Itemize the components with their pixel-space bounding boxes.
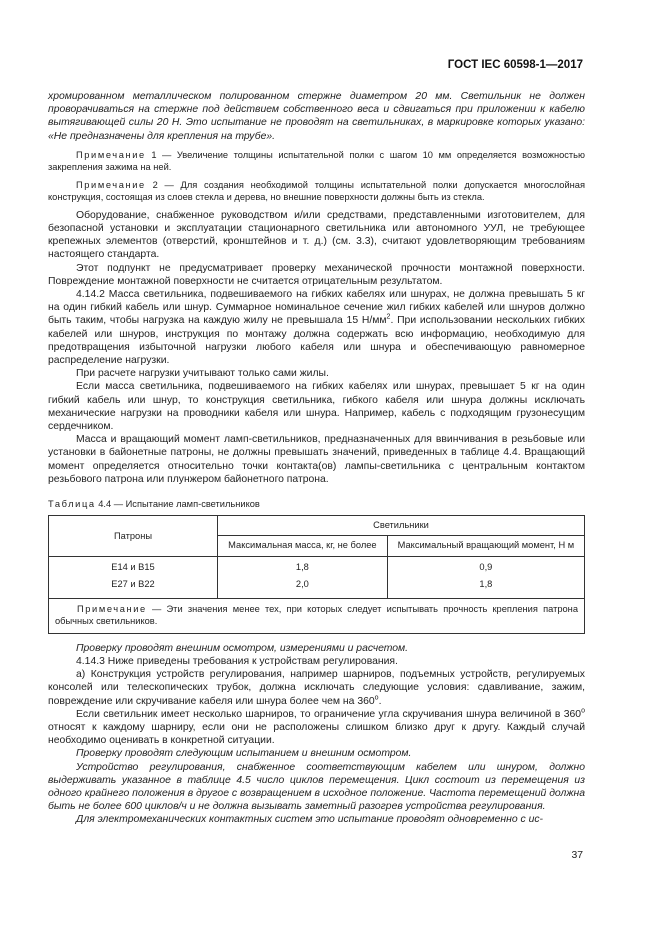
paragraph-4-14-2-b: . При использовании нескольких гибких кабелей или шнуров, инструкция по монтажу должна содержать всю информацию, необходимую для предотвращения избыточной нагрузки любого кабеля или шнура и обеспечивающую равномерное распределение нагрузки. [48,315,585,367]
table-note-text: — Эти значения менее тех, при которых следует испытывать прочность крепления патрона обычных светильников. [55,603,578,626]
table-row [49,576,585,598]
cell-mass: 2,0 [218,576,388,598]
paragraph-item-a-end: . [378,695,382,707]
table-note [49,598,585,633]
note-1-label: Примечание [76,149,146,160]
cell-patron: E14 и B15 [49,557,218,577]
paragraph-mounting-surface: Этот подпункт не предусматривает проверку механической прочности монтажной поверхности. Повреждение монтажной поверхности не считается отрицательным результатом. [48,262,585,287]
note-2-label: Примечание [76,179,146,190]
paragraph-hinges-a: Если светильник имеет несколько шарниров, то ограничение угла скручивания шнура величиной в 360 [76,708,582,720]
paragraph-mass-over-5kg: Если масса светильника, подвешиваемого на гибких кабелях или шнурах, превышает 5 кг на один гибкий кабель или шнур, то конструкция светильника, гибкого кабеля или шнура должны исключать механические нагрузки на проводники кабеля или шнура. Например, кабель с подходящим грузонесущим сердечником. [48,381,585,433]
table-row [49,557,585,577]
cell-moment: 0,9 [387,557,584,577]
paragraph-adjust-device: Устройство регулирования, снабженное соответствующим кабелем или шнуром, должно выдерживать указанное в таблице 4.5 число циклов перемещения. Цикл состоит из перемещения из одного крайнего положения в другое с возвращением в исходное положение. Частота перемещений должна быть не более 600 циклов/ч и не должна вызывать заметный разогрев устройства регулирования. [48,761,585,813]
superscript-2: 2 [386,313,391,321]
header-luminaires: Светильники [218,516,585,535]
note-2-text: 2 — Для создания необходимой толщины испытательной полки допускается многослойная конструкция, состоящая из слоев стекла и дерева, но внешние поверхности должны быть из стекла. [48,179,585,202]
note-2 [48,179,585,203]
cell-patron: E27 и B22 [49,576,218,598]
cell-mass: 1,8 [218,557,388,577]
table-caption-label: Таблица [48,499,96,510]
paragraph-hinges [48,708,585,748]
paragraph-continuation: хромированном металлическом полированном стержне диаметром 20 мм. Светильник не должен проворачиваться на стержне под действием собственного веса и сдвигаться при приложении к кабелю вытягивающей силы 20 Н. Это испытание не проводят на светильниках, в маркировке которых указано: «Не предназначены для крепления на трубе». [48,91,585,142]
header-max-mass: Максимальная масса, кг, не более [218,535,388,557]
page-number: 37 [571,850,583,861]
paragraph-hinges-b: относят к каждому шарниру, если они не расположены слишком близко друг к другу. Каждый случай необходимо оценивать в конкретной ситуации. [48,721,585,747]
paragraph-equipment: Оборудование, снабженное руководством и/или средствами, представленными изготовителем, для безопасной установки и эксплуатации стационарного светильника или автономного УУЛ, не требующее крепежных элементов (отверстий, кронштейнов и т. д.) (см. 3.3), считают удовлетворяющим требованиям настоящего стандарта. [48,209,585,261]
superscript-degree: о [581,707,585,715]
paragraph-4-14-3: 4.14.3 Ниже приведены требования к устройствам регулирования. [76,655,398,667]
table-caption [48,498,585,511]
header-max-moment: Максимальный вращающий момент, Н м [387,535,584,557]
paragraph-item-a-text: а) Конструкция устройств регулирования, например шарниров, подъемных устройств, регулируемых консолей или телескопических трубок, должна исключать следующие условия: сдавливание, зажим, повреждение или скручивание кабеля или шнура более чем на 360 [48,669,585,707]
page-header-standard: ГОСТ IEC 60598-1—2017 [447,59,583,71]
page-content [48,90,585,827]
paragraph-electromechanical: Для электромеханических контактных систем это испытание проводят одновременно с ис- [76,814,544,826]
paragraph-4-14-2-a: 4.14.2 Масса светильника, подвешиваемого на гибких кабелях или шнурах, не должна превышать 5 кг на один гибкий кабель или шнур. Суммарное номинальное сечение жил гибких кабелей или шнуров должно быть таким, чтобы нагрузка на каждую жилу не превышала 15 Н/мм [48,289,585,327]
superscript-degree: о [374,694,379,702]
paragraph-4-14-2 [48,288,585,367]
note-1-text: 1 — Увеличение толщины испытательной полки с шагом 10 мм определяется возможностью закрепления зажима на ней. [48,149,585,172]
paragraph-load-calc: При расчете нагрузки учитывают только сами жилы. [76,368,329,380]
note-1 [48,149,585,173]
header-patrons: Патроны [49,516,218,557]
paragraph-check-inspection: Проверку проводят внешним осмотром, измерениями и расчетом. [76,642,409,654]
table-note-label: Примечание [77,603,147,614]
paragraph-check-test: Проверку проводят следующим испытанием и внешним осмотром. [76,748,412,760]
table-4-4 [48,515,585,633]
paragraph-item-a [48,668,585,708]
cell-moment: 1,8 [387,576,584,598]
paragraph-lamp-luminaires: Масса и вращающий момент ламп-светильников, предназначенных для ввинчивания в резьбовые или установки в байонетные патроны, не должны превышать значений, приведенных в таблице 4.4. Вращающий момент определяется относительно точки контакта(ов) лампы-светильника с центральным контактом резьбового патрона или плунжером байонетного патрона. [48,434,585,485]
table-caption-text: 4.4 — Испытание ламп-светильников [95,499,260,510]
